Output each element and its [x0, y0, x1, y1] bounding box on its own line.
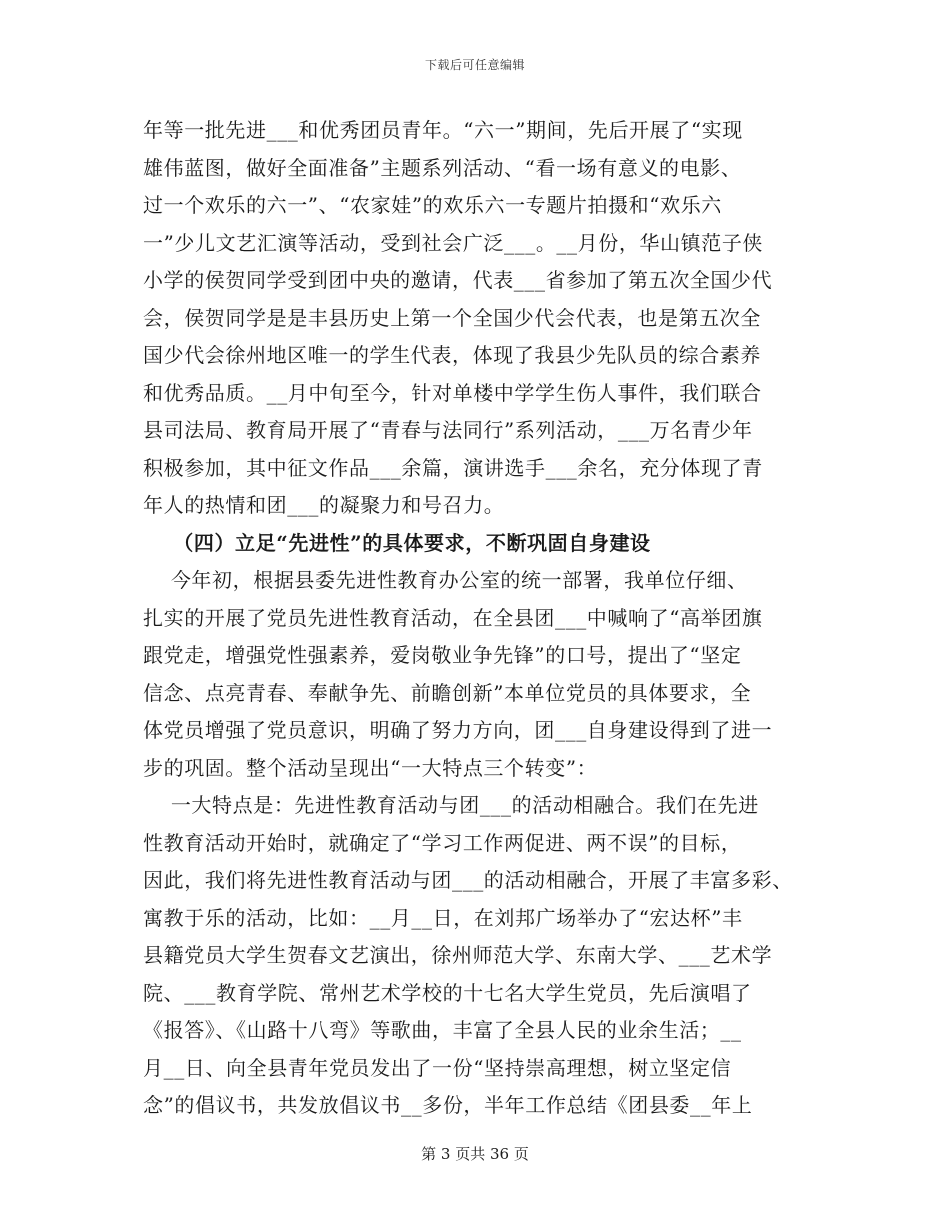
text-line: 信念、点亮青春、奉献争先、前瞻创新”本单位党员的具体要求，全: [143, 680, 752, 705]
text-line: 今年初，根据县委先进性教育办公室的统一部署，我单位仔细、: [143, 568, 748, 592]
text-line: 步的巩固。整个活动呈现出“一大特点三个转变”：: [143, 755, 598, 780]
text-line: 会，侯贺同学是是丰县历史上第一个全国少代会代表，也是第五次全: [143, 305, 761, 330]
document-body: [143, 112, 823, 1125]
text-line: 《报答》、《山路十八弯》等歌曲，丰富了全县人民的业余生活；__: [143, 1018, 742, 1042]
text-line: 小学的侯贺同学受到团中央的邀请，代表___省参加了第五次全国少代: [143, 268, 773, 292]
text-line: 体党员增强了党员意识，明确了努力方向，团___自身建设得到了进一: [143, 718, 773, 742]
text-line: 一”少儿文艺汇演等活动，受到社会广泛___。__月份，华山镇范子侠: [143, 230, 764, 255]
text-line: 扎实的开展了党员先进性教育活动，在全县团___中喊响了“高举团旗: [143, 605, 763, 630]
text-line: 跟党走，增强党性强素养，爱岗敬业争先锋”的口号，提出了“坚定: [143, 643, 742, 667]
text-line: 月__日、向全县青年党员发出了一份“坚持崇高理想，树立坚定信: [143, 1055, 732, 1080]
text-line: 年人的热情和团___的凝聚力和号召力。: [143, 493, 505, 517]
text-line: 过一个欢乐的六一”、“农家娃”的欢乐六一专题片拍摄和“欢乐六: [143, 193, 722, 217]
text-line: 年等一批先进___和优秀团员青年。“六一”期间，先后开展了“实现: [143, 118, 743, 142]
text-line: 一大特点是：先进性教育活动与团___的活动相融合。我们在先进: [143, 793, 759, 817]
text-line: 雄伟蓝图，做好全面准备”主题系列活动、“看一场有意义的电影、: [143, 155, 742, 180]
text-line: 因此，我们将先进性教育活动与团___的活动相融合，开展了丰富多彩、: [143, 868, 793, 892]
text-line: 性教育活动开始时，就确定了“学习工作两促进、两不误”的目标，: [143, 830, 742, 855]
text-line: 国少代会徐州地区唯一的学生代表，体现了我县少先队员的综合素养: [143, 343, 761, 367]
section-heading: （四）立足“先进性”的具体要求，不断巩固自身建设: [143, 530, 651, 555]
page-number: 第 3 页共 36 页: [421, 1145, 529, 1163]
text-line: 县籍党员大学生贺春文艺演出，徐州师范大学、东南大学、___艺术学: [143, 943, 773, 967]
text-line: 念”的倡议书，共发放倡议书__多份，半年工作总结《团县委__年上: [143, 1093, 753, 1117]
text-line: 寓教于乐的活动，比如：__月__日，在刘邦广场举办了“宏达杯”丰: [143, 905, 743, 930]
page-header: 下载后可任意编辑: [424, 58, 525, 72]
text-line: 积极参加，其中征文作品___余篇，演讲选手___余名，充分体现了青: [143, 455, 763, 480]
text-line: 院、___教育学院、常州艺术学校的十七名大学生党员，先后演唱了: [143, 980, 752, 1005]
text-line: 和优秀品质。__月中旬至今，针对单楼中学学生伤人事件，我们联合: [143, 380, 762, 405]
text-line: 县司法局、教育局开展了“青春与法同行”系列活动，___万名青少年: [143, 418, 753, 442]
